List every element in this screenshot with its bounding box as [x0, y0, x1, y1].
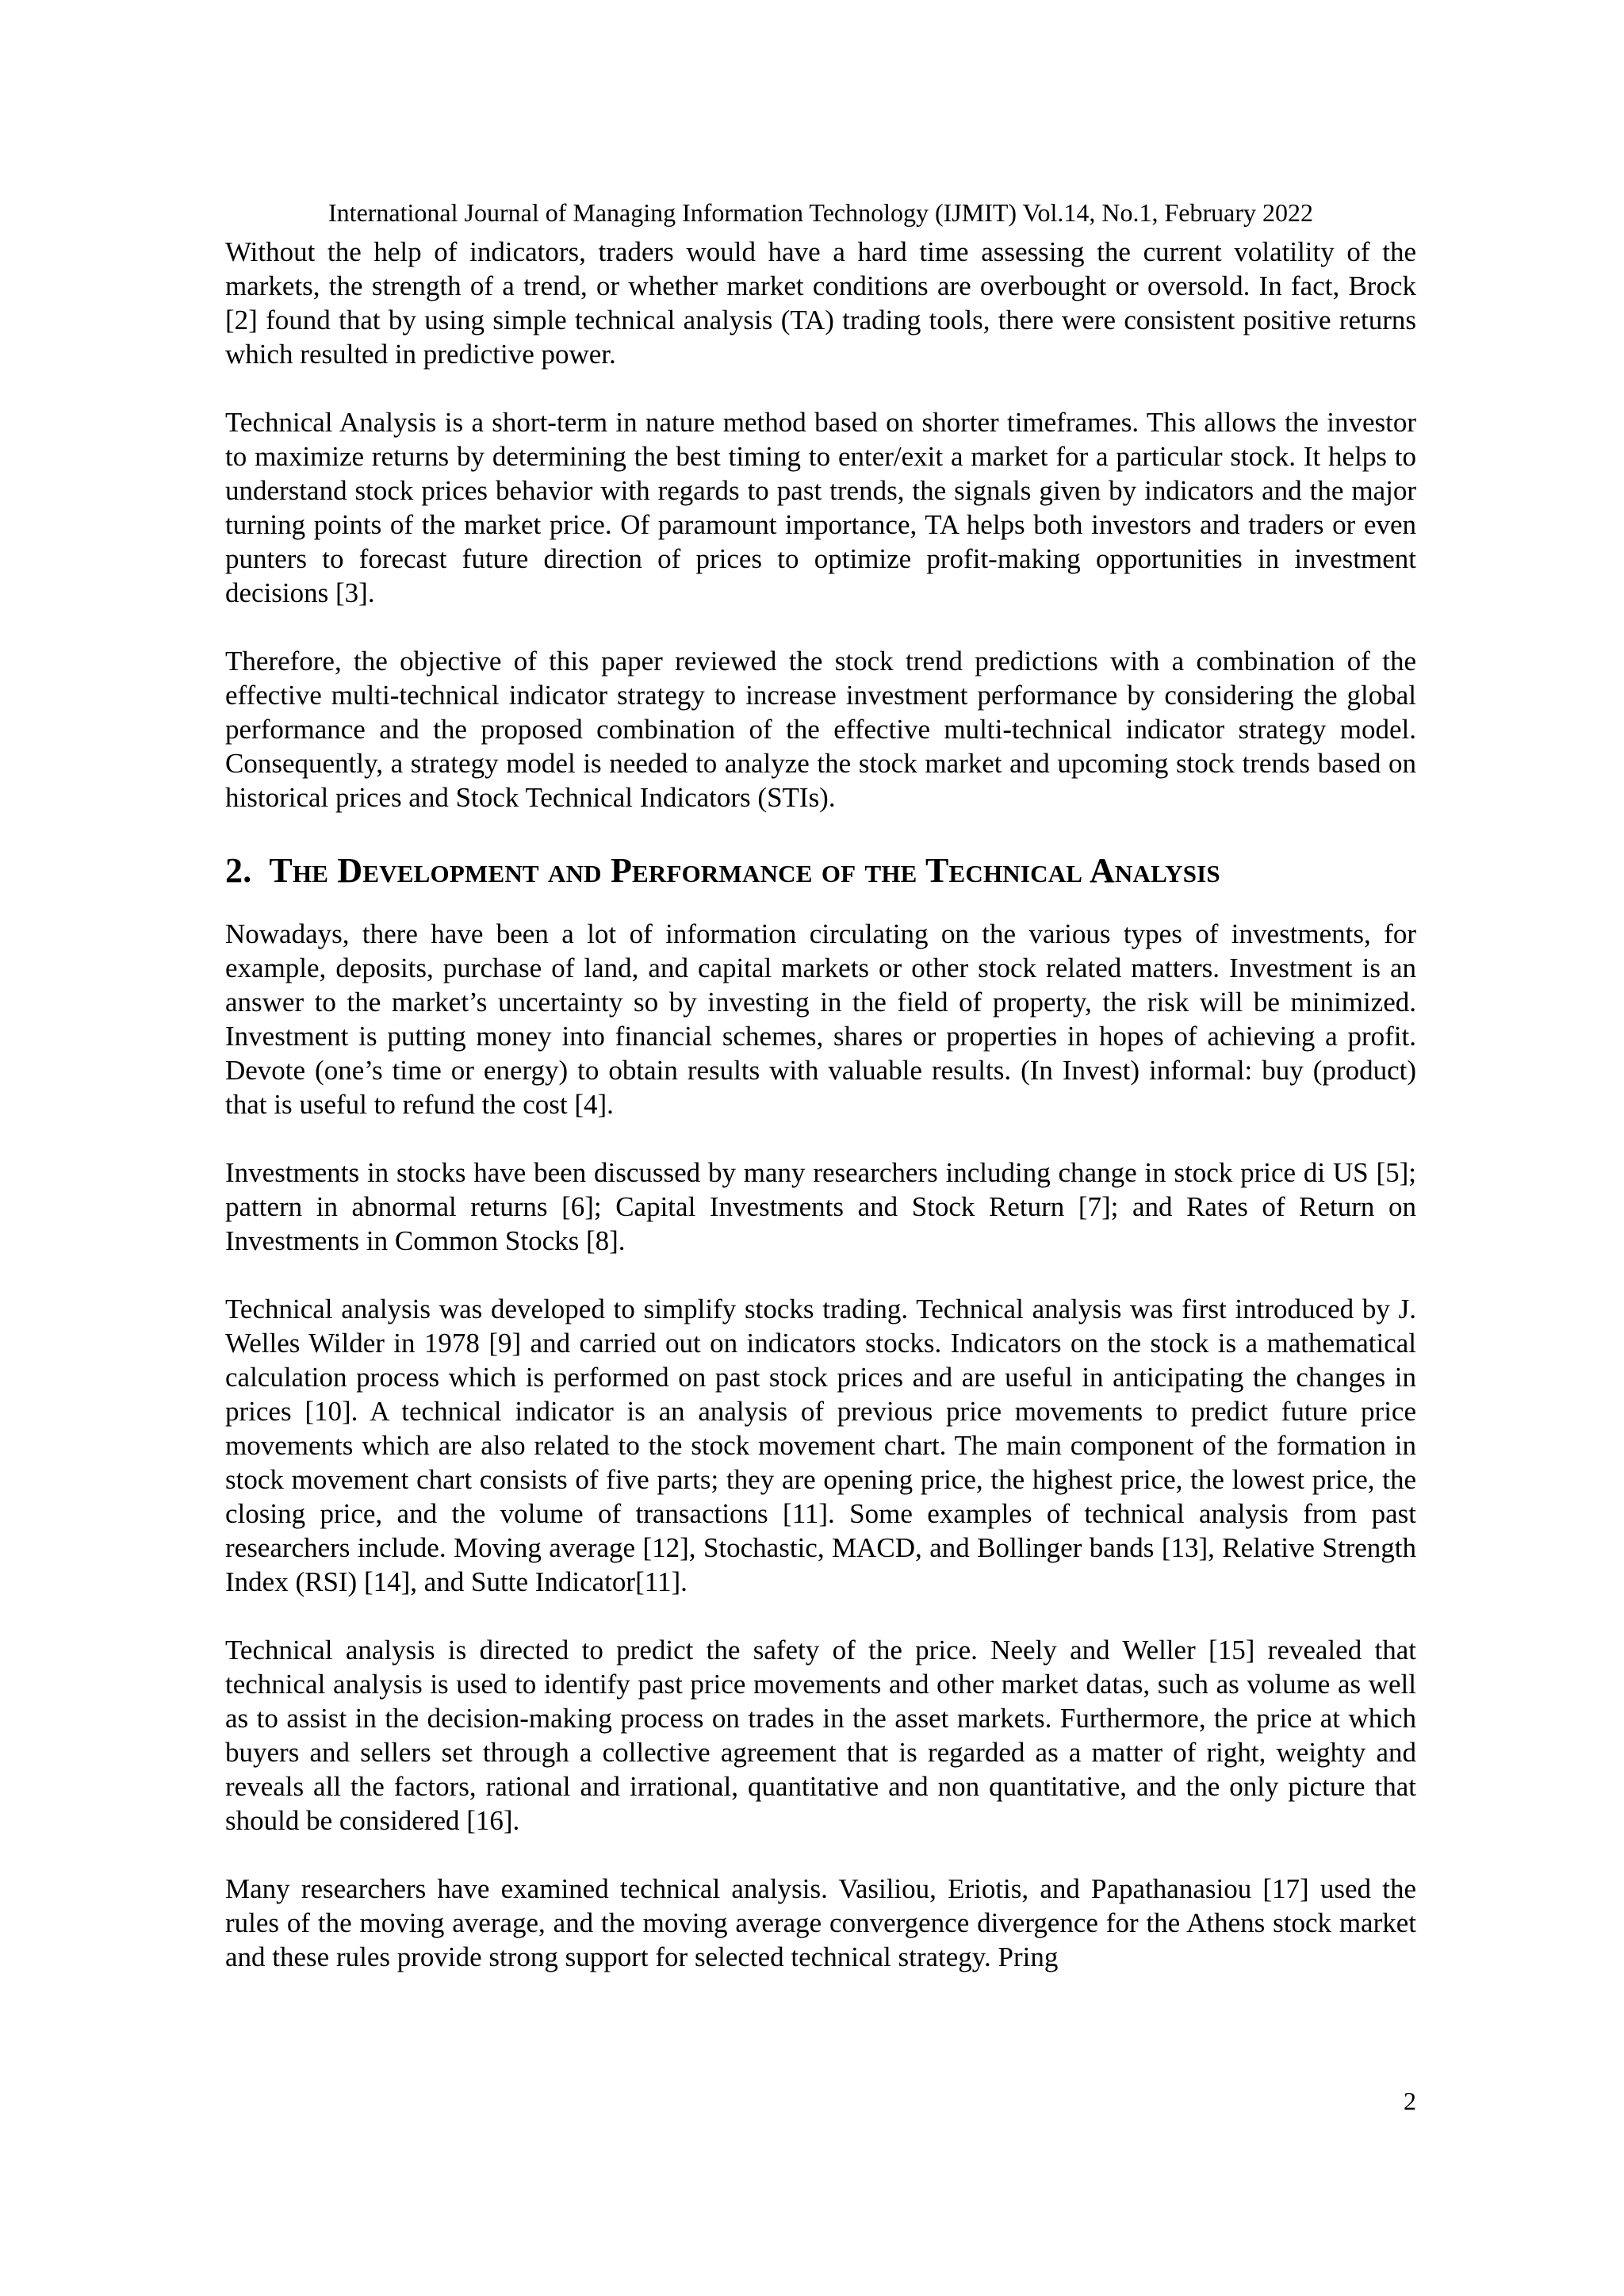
section-heading	[225, 849, 1416, 893]
running-header: International Journal of Managing Information Technology (IJMIT) Vol.14, No.1, February 2022	[328, 198, 1313, 227]
paragraph-researchers-examined: Many researchers have examined technical analysis. Vasiliou, Eriotis, and Papathanasiou [17] used the rules of the moving average, and the moving average convergence divergence for the Athens stock market and these rules provide strong support for selected technical strategy. Pring	[225, 1873, 1416, 1972]
paragraph-paper-objective: Therefore, the objective of this paper reviewed the stock trend predictions with a combination of the effective multi-technical indicator strategy to increase investment performance by considering the global performance and the proposed combination of the effective multi-technical indicator strategy model. Consequently, a strategy model is needed to analyze the stock market and upcoming stock trends based on historical prices and Stock Technical Indicators (STIs).	[225, 646, 1416, 813]
section-number: 2.	[225, 851, 252, 890]
paragraph-investment-types: Nowadays, there have been a lot of information circulating on the various types of investments, for example, deposits, purchase of land, and capital markets or other stock related matters. Investment is an answer to the market’s uncertainty so by investing in the field of property, the risk will be minimized. Investment is putting money into financial schemes, shares or properties in hopes of achieving a profit. Devote (one’s time or energy) to obtain results with valuable results. (In Invest) informal: buy (product) that is useful to refund the cost [4].	[225, 918, 1416, 1120]
paragraph-stock-investment-research: Investments in stocks have been discussed by many researchers including change in stock price di US [5]; pattern in abnormal returns [6]; Capital Investments and Stock Return [7]; and Rates of Return on Investments in Common Stocks [8].	[225, 1157, 1416, 1256]
paragraph-indicators-help: Without the help of indicators, traders would have a hard time assessing the current volatility of the markets, the strength of a trend, or whether market conditions are overbought or oversold. In fact, Brock [2] found that by using simple technical analysis (TA) trading tools, there were consistent positive returns which resulted in predictive power.	[225, 236, 1416, 370]
paragraph-technical-analysis-short-term: Technical Analysis is a short-term in nature method based on shorter timeframes. This allows the investor to maximize returns by determining the best timing to enter/exit a market for a particular stock. It helps to understand stock prices behavior with regards to past trends, the signals given by indicators and the major turning points of the market price. Of paramount importance, TA helps both investors and traders or even punters to forecast future direction of prices to optimize profit-making opportunities in investment decisions [3].	[225, 407, 1416, 608]
paper-page	[225, 195, 1416, 2008]
section-title: The Development and Performance of the Technical Analysis	[269, 851, 1220, 890]
page-number: 2	[1404, 2087, 1416, 2115]
paragraph-technical-analysis-development: Technical analysis was developed to simplify stocks trading. Technical analysis was first introduced by J. Welles Wilder in 1978 [9] and carried out on indicators stocks. Indicators on the stock is a mathematical calculation process which is performed on past stock prices and are useful in anticipating the changes in prices [10]. A technical indicator is an analysis of previous price movements to predict future price movements which are also related to the stock movement chart. The main component of the formation in stock movement chart consists of five parts; they are opening price, the highest price, the lowest price, the closing price, and the volume of transactions [11]. Some examples of technical analysis from past researchers include. Moving average [12], Stochastic, MACD, and Bollinger bands [13], Relative Strength Index (RSI) [14], and Sutte Indicator[11].	[225, 1294, 1416, 1597]
paragraph-price-safety: Technical analysis is directed to predict the safety of the price. Neely and Weller [15] revealed that technical analysis is used to identify past price movements and other market datas, such as volume as well as to assist in the decision-making process on trades in the asset markets. Furthermore, the price at which buyers and sellers set through a collective agreement that is regarded as a matter of right, weighty and reveals all the factors, rational and irrational, quantitative and non quantitative, and the only picture that should be considered [16].	[225, 1635, 1416, 1836]
